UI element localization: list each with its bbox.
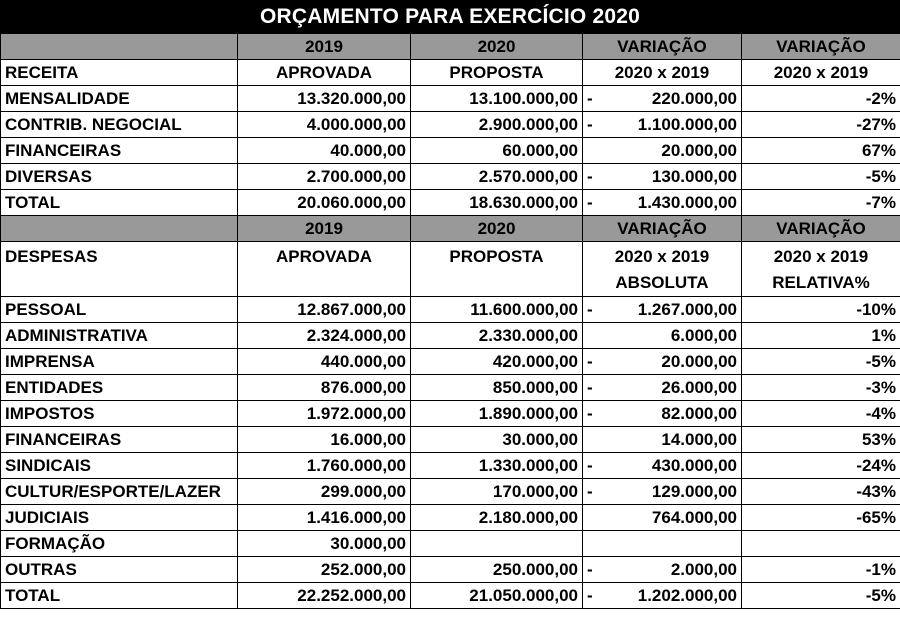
variacao-relativa-value: 67% [742,138,900,164]
variacao-relativa-value: -24% [742,453,900,479]
absolute-amount: 14.000,00 [661,430,737,449]
header-line-2: RELATIVA% [772,273,870,292]
aprovada-value: 13.320.000,00 [238,86,411,112]
aprovada-value: 299.000,00 [238,479,411,505]
table-row [1,190,900,216]
row-label: OUTRAS [1,557,238,583]
despesas-subheader-row [1,242,900,297]
negative-sign: - [587,300,593,319]
table-row [1,557,900,583]
header-cell-label-col [1,216,238,242]
table-row [1,453,900,479]
table-row [1,297,900,323]
variacao-absoluta-value [583,453,742,479]
proposta-value: 13.100.000,00 [411,86,583,112]
variacao-relativa-value: -27% [742,112,900,138]
variacao-relativa-value: -7% [742,190,900,216]
header-cell-variacao-absoluta-col: VARIAÇÃO [583,216,742,242]
header-cell-variacao-relativa-col: VARIAÇÃO [742,216,900,242]
absolute-amount: 220.000,00 [651,89,737,108]
variacao-relativa-value: -4% [742,401,900,427]
header-cell-variacao-relativa-col [742,242,900,297]
header-line-1: 2020 x 2019 [773,247,869,266]
header-line-2 [415,270,578,296]
negative-sign: - [587,586,593,605]
variacao-relativa-value: -2% [742,86,900,112]
header-cell-variacao-relativa-col: VARIAÇÃO [742,34,900,60]
table-row [1,531,900,557]
absolute-amount: 6.000,00 [670,326,737,345]
header-cell-label-col [1,34,238,60]
header-line-2 [5,270,233,296]
header-cell-aprovada-col [238,242,411,297]
negative-sign: - [587,89,593,108]
absolute-amount: 1.267.000,00 [637,300,737,319]
variacao-absoluta-value [583,323,742,349]
table-row [1,164,900,190]
row-label: FINANCEIRAS [1,427,238,453]
variacao-absoluta-value [583,427,742,453]
absolute-amount: 20.000,00 [661,141,737,160]
table-row [1,86,900,112]
variacao-absoluta-value [583,531,742,557]
negative-sign: - [587,193,593,212]
aprovada-value: 2.700.000,00 [238,164,411,190]
aprovada-value: 12.867.000,00 [238,297,411,323]
header-cell-proposta-col [411,242,583,297]
aprovada-value: 16.000,00 [238,427,411,453]
absolute-amount: 1.100.000,00 [637,115,737,134]
negative-sign: - [587,560,593,579]
despesas-header-row [1,216,900,242]
absolute-amount: 129.000,00 [651,482,737,501]
header-cell-variacao-absoluta-col: VARIAÇÃO [583,34,742,60]
header-cell-variacao-absoluta-col [583,242,742,297]
proposta-value: 18.630.000,00 [411,190,583,216]
header-line-1: PROPOSTA [449,247,544,266]
aprovada-value: 40.000,00 [238,138,411,164]
proposta-value: 250.000,00 [411,557,583,583]
proposta-value: 850.000,00 [411,375,583,401]
absolute-amount: 2.000,00 [670,560,737,579]
proposta-value: 420.000,00 [411,349,583,375]
row-label: MENSALIDADE [1,86,238,112]
variacao-absoluta-value [583,557,742,583]
row-label: FINANCEIRAS [1,138,238,164]
row-label: PESSOAL [1,297,238,323]
negative-sign: - [587,378,593,397]
header-line-2 [242,270,406,296]
budget-table [0,33,900,609]
proposta-value: 11.600.000,00 [411,297,583,323]
absolute-amount: 430.000,00 [651,456,737,475]
row-label: SINDICAIS [1,453,238,479]
variacao-relativa-value: -5% [742,164,900,190]
proposta-value: 1.330.000,00 [411,453,583,479]
page-title: ORÇAMENTO PARA EXERCÍCIO 2020 [0,0,900,33]
variacao-relativa-value: 1% [742,323,900,349]
variacao-absoluta-value [583,583,742,609]
absolute-amount: 764.000,00 [651,508,737,527]
variacao-absoluta-value [583,479,742,505]
aprovada-value: 20.060.000,00 [238,190,411,216]
aprovada-value: 876.000,00 [238,375,411,401]
table-row [1,375,900,401]
row-label: DIVERSAS [1,164,238,190]
variacao-absoluta-value [583,349,742,375]
variacao-absoluta-value [583,86,742,112]
row-label: IMPRENSA [1,349,238,375]
header-cell-label-col: RECEITA [1,60,238,86]
variacao-absoluta-value [583,138,742,164]
proposta-value: 2.570.000,00 [411,164,583,190]
table-row [1,138,900,164]
header-cell-variacao-relativa-col: 2020 x 2019 [742,60,900,86]
aprovada-value: 22.252.000,00 [238,583,411,609]
variacao-absoluta-value [583,401,742,427]
variacao-absoluta-value [583,375,742,401]
table-row [1,349,900,375]
proposta-value: 2.180.000,00 [411,505,583,531]
absolute-amount: 20.000,00 [661,352,737,371]
variacao-absoluta-value [583,505,742,531]
proposta-value: 170.000,00 [411,479,583,505]
aprovada-value: 30.000,00 [238,531,411,557]
header-line-2: ABSOLUTA [615,273,709,292]
header-cell-label-col [1,242,238,297]
variacao-relativa-value: -10% [742,297,900,323]
variacao-relativa-value: -3% [742,375,900,401]
aprovada-value: 1.416.000,00 [238,505,411,531]
aprovada-value: 252.000,00 [238,557,411,583]
variacao-absoluta-value [583,190,742,216]
header-line-1: APROVADA [275,247,373,266]
proposta-value: 2.900.000,00 [411,112,583,138]
table-row [1,427,900,453]
header-cell-proposta-col: 2020 [411,216,583,242]
receita-header-row [1,34,900,60]
negative-sign: - [587,482,593,501]
header-cell-aprovada-col: 2019 [238,34,411,60]
aprovada-value: 4.000.000,00 [238,112,411,138]
absolute-amount: 1.430.000,00 [637,193,737,212]
absolute-amount: 130.000,00 [651,167,737,186]
table-row [1,112,900,138]
aprovada-value: 1.972.000,00 [238,401,411,427]
header-line-1: 2020 x 2019 [614,247,710,266]
variacao-absoluta-value [583,112,742,138]
header-cell-variacao-absoluta-col: 2020 x 2019 [583,60,742,86]
row-label: ADMINISTRATIVA [1,323,238,349]
negative-sign: - [587,115,593,134]
absolute-amount: 26.000,00 [661,378,737,397]
variacao-relativa-value: -43% [742,479,900,505]
row-label: IMPOSTOS [1,401,238,427]
row-label: TOTAL [1,583,238,609]
aprovada-value: 2.324.000,00 [238,323,411,349]
variacao-absoluta-value [583,297,742,323]
header-line-1: DESPESAS [5,247,98,266]
variacao-relativa-value: -65% [742,505,900,531]
header-cell-aprovada-col: 2019 [238,216,411,242]
row-label: TOTAL [1,190,238,216]
row-label: FORMAÇÃO [1,531,238,557]
aprovada-value: 440.000,00 [238,349,411,375]
table-row [1,505,900,531]
table-row [1,401,900,427]
proposta-value [411,531,583,557]
table-row [1,323,900,349]
aprovada-value: 1.760.000,00 [238,453,411,479]
absolute-amount: 82.000,00 [661,404,737,423]
proposta-value: 30.000,00 [411,427,583,453]
header-cell-proposta-col: 2020 [411,34,583,60]
negative-sign: - [587,404,593,423]
variacao-relativa-value: -5% [742,349,900,375]
variacao-relativa-value: -5% [742,583,900,609]
row-label: JUDICIAIS [1,505,238,531]
absolute-amount: 1.202.000,00 [637,586,737,605]
proposta-value: 21.050.000,00 [411,583,583,609]
row-label: ENTIDADES [1,375,238,401]
proposta-value: 2.330.000,00 [411,323,583,349]
row-label: CULTUR/ESPORTE/LAZER [1,479,238,505]
negative-sign: - [587,456,593,475]
variacao-relativa-value: -1% [742,557,900,583]
receita-subheader-row [1,60,900,86]
proposta-value: 60.000,00 [411,138,583,164]
header-cell-aprovada-col: APROVADA [238,60,411,86]
row-label: CONTRIB. NEGOCIAL [1,112,238,138]
header-cell-proposta-col: PROPOSTA [411,60,583,86]
table-row [1,583,900,609]
table-row [1,479,900,505]
variacao-relativa-value: 53% [742,427,900,453]
negative-sign: - [587,352,593,371]
proposta-value: 1.890.000,00 [411,401,583,427]
variacao-relativa-value [742,531,900,557]
negative-sign: - [587,167,593,186]
variacao-absoluta-value [583,164,742,190]
